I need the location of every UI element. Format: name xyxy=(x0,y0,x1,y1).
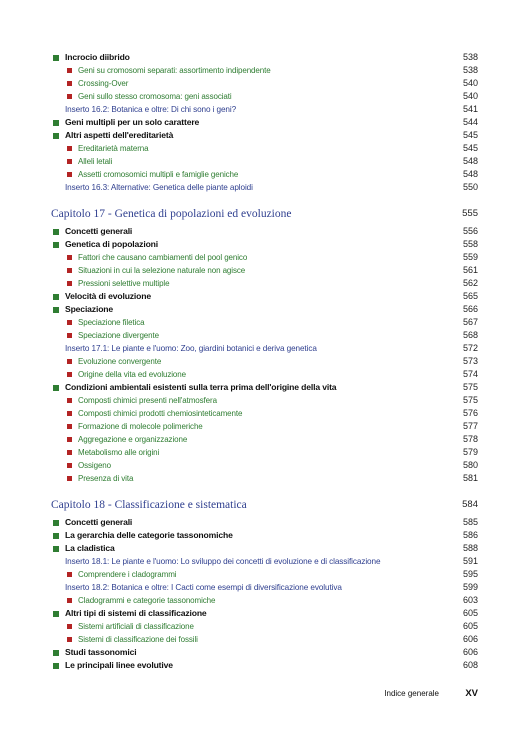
toc-subsection-entry xyxy=(0,90,527,103)
toc-entry-title: La cladistica xyxy=(65,543,115,553)
red-square-bullet-icon xyxy=(67,572,72,577)
toc-page-number: 595 xyxy=(462,569,478,579)
toc-page-number: 540 xyxy=(462,78,478,88)
toc-entry-title: Presenza di vita xyxy=(78,474,134,483)
red-square-bullet-icon xyxy=(67,450,72,455)
toc-section-entry xyxy=(0,116,527,129)
toc-page-number: 568 xyxy=(462,330,478,340)
toc-entry-title: Origine della vita ed evoluzione xyxy=(78,370,186,379)
toc-page-number: 545 xyxy=(462,143,478,153)
toc-entry-title: Inserto 17.1: Le piante e l'uomo: Zoo, giardini botanici e deriva genetica xyxy=(65,344,317,353)
toc-page-number: 606 xyxy=(462,647,478,657)
toc-page-number: 605 xyxy=(462,621,478,631)
toc-page-number: 538 xyxy=(462,65,478,75)
toc-entry-title: Situazioni in cui la selezione naturale non agisce xyxy=(78,266,246,275)
toc-page-number: 545 xyxy=(462,130,478,140)
green-square-bullet-icon xyxy=(53,242,59,248)
green-square-bullet-icon xyxy=(53,307,59,313)
toc-page-number: 580 xyxy=(462,460,478,470)
toc-entry-title: Speciazione divergente xyxy=(78,331,159,340)
toc-entry-title: Studi tassonomici xyxy=(65,647,137,657)
toc-subsection-entry xyxy=(0,459,527,472)
toc-subsection-entry xyxy=(0,394,527,407)
toc-page-number: 579 xyxy=(462,447,478,457)
toc-subsection-entry xyxy=(0,407,527,420)
toc-subsection-entry xyxy=(0,64,527,77)
toc-subsection-entry xyxy=(0,277,527,290)
toc-page-number: 565 xyxy=(462,291,478,301)
toc-inset-entry xyxy=(0,103,527,116)
toc-section-entry xyxy=(0,290,527,303)
toc-page-number: 588 xyxy=(462,543,478,553)
toc-entry-title: Inserto 18.2: Botanica e oltre: I Cacti come esempi di diversificazione evolutiva xyxy=(65,583,342,592)
toc-entry-title: Altri tipi di sistemi di classificazione xyxy=(65,608,207,618)
green-square-bullet-icon xyxy=(53,229,59,235)
toc-section-entry xyxy=(0,381,527,394)
toc-section-entry xyxy=(0,51,527,64)
toc-entry-title: Speciazione filetica xyxy=(78,318,145,327)
red-square-bullet-icon xyxy=(67,598,72,603)
toc-page-number: 548 xyxy=(462,156,478,166)
toc-page-number: 591 xyxy=(462,556,478,566)
toc-subsection-entry xyxy=(0,472,527,485)
toc-entry-title: Ossigeno xyxy=(78,461,111,470)
red-square-bullet-icon xyxy=(67,268,72,273)
toc-section-entry xyxy=(0,238,527,251)
toc-entry-title: Le principali linee evolutive xyxy=(65,660,173,670)
green-square-bullet-icon xyxy=(53,546,59,552)
toc-page-number: 584 xyxy=(462,499,478,510)
toc-entry-title: Sistemi artificiali di classificazione xyxy=(78,622,194,631)
red-square-bullet-icon xyxy=(67,320,72,325)
toc-subsection-entry xyxy=(0,316,527,329)
toc-subsection-entry xyxy=(0,77,527,90)
toc-subsection-entry xyxy=(0,251,527,264)
toc-page-number: 575 xyxy=(462,395,478,405)
green-square-bullet-icon xyxy=(53,533,59,539)
red-square-bullet-icon xyxy=(67,476,72,481)
toc-page-number: 603 xyxy=(462,595,478,605)
toc-section-entry xyxy=(0,542,527,555)
toc-page-number: 573 xyxy=(462,356,478,366)
toc-entry-title: Sistemi di classificazione dei fossili xyxy=(78,635,198,644)
toc-inset-entry xyxy=(0,342,527,355)
toc-subsection-entry xyxy=(0,155,527,168)
toc-entry-title: La gerarchia delle categorie tassonomiche xyxy=(65,530,233,540)
toc-entry-title: Genetica di popolazioni xyxy=(65,239,158,249)
toc-section-entry xyxy=(0,529,527,542)
footer-page-number: XV xyxy=(465,688,478,699)
toc-page-number: 561 xyxy=(462,265,478,275)
toc-entry-title: Composti chimici presenti nell'atmosfera xyxy=(78,396,217,405)
toc-section-entry xyxy=(0,303,527,316)
toc-entry-title: Geni sullo stesso cromosoma: geni associati xyxy=(78,92,232,101)
toc-entry-title: Evoluzione convergente xyxy=(78,357,162,366)
toc-entry-title: Assetti cromosomici multipli e famiglie geniche xyxy=(78,170,239,179)
toc-subsection-entry xyxy=(0,355,527,368)
toc-entry-title: Altri aspetti dell'ereditarietà xyxy=(65,130,174,140)
red-square-bullet-icon xyxy=(67,159,72,164)
toc-subsection-entry xyxy=(0,420,527,433)
toc-page-number: 566 xyxy=(462,304,478,314)
toc-entry-title: Inserto 18.1: Le piante e l'uomo: Lo sviluppo dei concetti di evoluzione e di classificazione xyxy=(65,557,381,566)
toc-subsection-entry xyxy=(0,568,527,581)
red-square-bullet-icon xyxy=(67,146,72,151)
toc-page-number: 586 xyxy=(462,530,478,540)
green-square-bullet-icon xyxy=(53,133,59,139)
toc-page-number: 556 xyxy=(462,226,478,236)
red-square-bullet-icon xyxy=(67,411,72,416)
green-square-bullet-icon xyxy=(53,650,59,656)
toc-entry-title: Capitolo 18 - Classificazione e sistematica xyxy=(51,499,247,511)
toc-section-entry xyxy=(0,646,527,659)
red-square-bullet-icon xyxy=(67,81,72,86)
toc-section-entry xyxy=(0,659,527,672)
toc-entry-title: Concetti generali xyxy=(65,517,133,527)
toc-section-entry xyxy=(0,225,527,238)
toc-page-number: 555 xyxy=(462,208,478,219)
toc-page-number: 559 xyxy=(462,252,478,262)
toc-chapter-heading xyxy=(0,497,527,513)
toc-page-number: 575 xyxy=(462,382,478,392)
toc-page-number: 578 xyxy=(462,434,478,444)
toc-subsection-entry xyxy=(0,594,527,607)
red-square-bullet-icon xyxy=(67,372,72,377)
red-square-bullet-icon xyxy=(67,333,72,338)
toc-entry-title: Capitolo 17 - Genetica di popolazioni ed evoluzione xyxy=(51,208,292,220)
toc-page-number: 550 xyxy=(462,182,478,192)
toc-section-entry xyxy=(0,129,527,142)
toc-page-number: 540 xyxy=(462,91,478,101)
toc-page-number: 606 xyxy=(462,634,478,644)
toc-subsection-entry xyxy=(0,368,527,381)
toc-entry-title: Pressioni selettive multiple xyxy=(78,279,170,288)
toc-entry-title: Cladogrammi e categorie tassonomiche xyxy=(78,596,216,605)
toc-entry-title: Inserto 16.3: Alternative: Genetica delle piante aploidi xyxy=(65,183,253,192)
toc-entry-title: Formazione di molecole polimeriche xyxy=(78,422,203,431)
toc-inset-entry xyxy=(0,555,527,568)
toc-page-number: 544 xyxy=(462,117,478,127)
toc-page-number: 605 xyxy=(462,608,478,618)
red-square-bullet-icon xyxy=(67,172,72,177)
toc-page-number: 599 xyxy=(462,582,478,592)
toc-page-number: 608 xyxy=(462,660,478,670)
red-square-bullet-icon xyxy=(67,359,72,364)
toc-page-number: 574 xyxy=(462,369,478,379)
toc-page-number: 541 xyxy=(462,104,478,114)
toc-entry-title: Speciazione xyxy=(65,304,114,314)
red-square-bullet-icon xyxy=(67,68,72,73)
toc-entry-title: Metabolismo alle origini xyxy=(78,448,160,457)
toc-page-number: 567 xyxy=(462,317,478,327)
toc-entry-title: Alleli letali xyxy=(78,157,113,166)
toc-page-number: 585 xyxy=(462,517,478,527)
toc-entry-title: Aggregazione e organizzazione xyxy=(78,435,188,444)
red-square-bullet-icon xyxy=(67,437,72,442)
toc-page-number: 558 xyxy=(462,239,478,249)
green-square-bullet-icon xyxy=(53,294,59,300)
toc-subsection-entry xyxy=(0,142,527,155)
toc-page-number: 572 xyxy=(462,343,478,353)
toc-entry-title: Comprendere i cladogrammi xyxy=(78,570,177,579)
toc-subsection-entry xyxy=(0,329,527,342)
toc-subsection-entry xyxy=(0,620,527,633)
toc-subsection-entry xyxy=(0,168,527,181)
toc-entry-title: Condizioni ambientali esistenti sulla terra prima dell'origine della vita xyxy=(65,382,337,392)
green-square-bullet-icon xyxy=(53,55,59,61)
toc-entry-title: Concetti generali xyxy=(65,226,133,236)
toc-entry-title: Incrocio diibrido xyxy=(65,52,130,62)
red-square-bullet-icon xyxy=(67,281,72,286)
toc-page-number: 548 xyxy=(462,169,478,179)
toc-page-number: 581 xyxy=(462,473,478,483)
green-square-bullet-icon xyxy=(53,385,59,391)
toc-entry-title: Fattori che causano cambiamenti del pool genico xyxy=(78,253,248,262)
red-square-bullet-icon xyxy=(67,463,72,468)
green-square-bullet-icon xyxy=(53,611,59,617)
red-square-bullet-icon xyxy=(67,624,72,629)
toc-entry-title: Inserto 16.2: Botanica e oltre: Di chi sono i geni? xyxy=(65,105,237,114)
red-square-bullet-icon xyxy=(67,424,72,429)
toc-page-number: 577 xyxy=(462,421,478,431)
toc-subsection-entry xyxy=(0,446,527,459)
toc-entry-title: Velocità di evoluzione xyxy=(65,291,152,301)
toc-inset-entry xyxy=(0,181,527,194)
toc-entry-title: Ereditarietà materna xyxy=(78,144,149,153)
toc-page-number: 576 xyxy=(462,408,478,418)
toc-section-entry xyxy=(0,607,527,620)
toc-entry-title: Crossing-Over xyxy=(78,79,129,88)
red-square-bullet-icon xyxy=(67,637,72,642)
green-square-bullet-icon xyxy=(53,120,59,126)
red-square-bullet-icon xyxy=(67,94,72,99)
page-footer xyxy=(0,687,527,700)
toc-section-entry xyxy=(0,516,527,529)
toc-chapter-heading xyxy=(0,206,527,222)
toc-inset-entry xyxy=(0,581,527,594)
red-square-bullet-icon xyxy=(67,398,72,403)
toc-subsection-entry xyxy=(0,633,527,646)
toc-subsection-entry xyxy=(0,264,527,277)
footer-label: Indice generale xyxy=(384,689,439,698)
toc-page-number: 538 xyxy=(462,52,478,62)
toc-entry-title: Geni su cromosomi separati: assortimento indipendente xyxy=(78,66,271,75)
toc-entry-title: Geni multipli per un solo carattere xyxy=(65,117,200,127)
toc-entry-title: Composti chimici prodotti chemiosinteticamente xyxy=(78,409,243,418)
green-square-bullet-icon xyxy=(53,520,59,526)
red-square-bullet-icon xyxy=(67,255,72,260)
toc-subsection-entry xyxy=(0,433,527,446)
green-square-bullet-icon xyxy=(53,663,59,669)
toc-page-number: 562 xyxy=(462,278,478,288)
